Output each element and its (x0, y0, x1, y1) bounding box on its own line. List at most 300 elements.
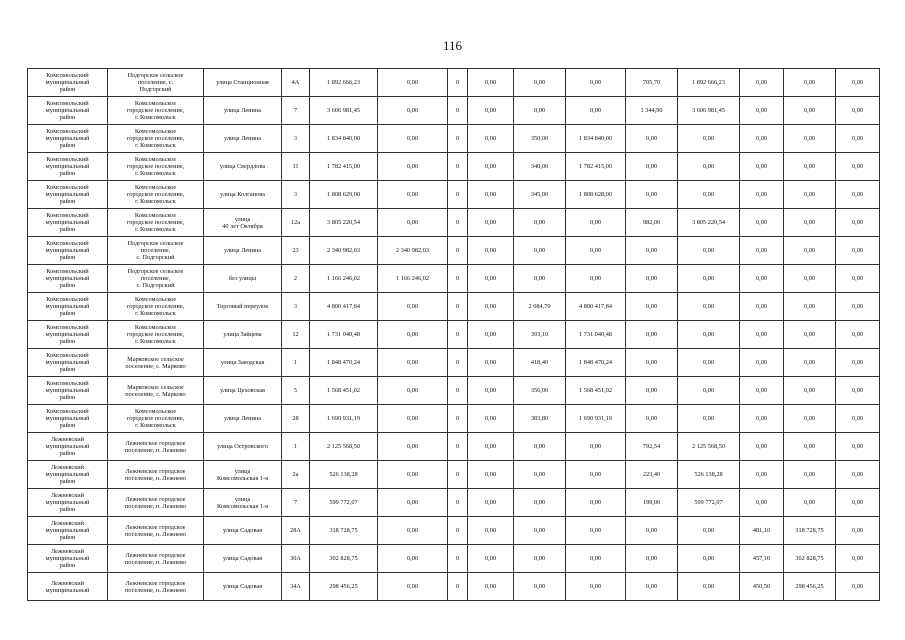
cell-cost-1: 0,00 (566, 573, 626, 601)
cell-settlement: Лежневское городское поселение, п. Лежнево (108, 433, 204, 461)
cell-street: улица Комсомольская 1-я (204, 489, 282, 517)
table-row (28, 461, 880, 489)
cell-fund-2: 0,00 (468, 265, 514, 293)
cell-total-cost: 1 731 040,48 (310, 321, 378, 349)
cell-cost-1: 0,00 (566, 97, 626, 125)
cell-area-2: 0,00 (626, 377, 678, 405)
cell-area-3: 0,00 (740, 181, 784, 209)
cell-total-cost: 1 782 415,00 (310, 153, 378, 181)
cell-other: 0,00 (836, 153, 880, 181)
cell-area-3: 0,00 (740, 489, 784, 517)
cell-other: 0,00 (836, 545, 880, 573)
cell-settlement: Комсомольское городское поселение, г. Комсомольск (108, 405, 204, 433)
table-row (28, 153, 880, 181)
cell-settlement: Комсомольское городское поселение, г. Комсомольск (108, 321, 204, 349)
cell-street: Торговый переулок (204, 293, 282, 321)
cell-fund-1: 0,00 (378, 181, 448, 209)
cell-settlement: Комсомольское городское поселение, г. Комсомольск (108, 153, 204, 181)
cell-settlement: Марковское сельское поселение, с. Марково (108, 349, 204, 377)
cell-cost-3: 318 728,75 (784, 517, 836, 545)
cell-cost-3: 0,00 (784, 237, 836, 265)
cell-other: 0,00 (836, 489, 880, 517)
cell-other: 0,00 (836, 209, 880, 237)
cell-area-3: 0,00 (740, 433, 784, 461)
cell-cost-1: 1 568 451,02 (566, 377, 626, 405)
cell-count: 0 (448, 405, 468, 433)
cell-total-cost: 1 166 246,02 (310, 265, 378, 293)
cell-cost-3: 298 456,25 (784, 573, 836, 601)
cell-district: Лежневский муниципальный район (28, 433, 108, 461)
cell-area-2: 0,00 (626, 181, 678, 209)
cell-fund-2: 0,00 (468, 489, 514, 517)
cell-settlement: Лежневское городское поселение, п. Лежнево (108, 489, 204, 517)
cell-count: 0 (448, 321, 468, 349)
cell-district: Комсомольский муниципальный район (28, 321, 108, 349)
cell-house: 7 (282, 489, 310, 517)
cell-district: Комсомольский муниципальный район (28, 265, 108, 293)
cell-cost-1: 0,00 (566, 69, 626, 97)
cell-other: 0,00 (836, 433, 880, 461)
table-row (28, 321, 880, 349)
cell-area-3: 0,00 (740, 97, 784, 125)
cell-other: 0,00 (836, 265, 880, 293)
cell-other: 0,00 (836, 97, 880, 125)
cell-area-2: 0,00 (626, 405, 678, 433)
cell-cost-1: 1 808 628,00 (566, 181, 626, 209)
cell-area-3: 0,00 (740, 321, 784, 349)
cell-count: 0 (448, 349, 468, 377)
cell-fund-1: 0,00 (378, 433, 448, 461)
cell-cost-3: 0,00 (784, 265, 836, 293)
cell-area-2: 0,00 (626, 545, 678, 573)
cell-settlement: Подгорское сельское поселение, с. Подгорский (108, 265, 204, 293)
cell-house: 11 (282, 153, 310, 181)
cell-area-1: 2 084,70 (514, 293, 566, 321)
cell-area-2: 199,00 (626, 489, 678, 517)
cell-area-2: 0,00 (626, 321, 678, 349)
table-row (28, 265, 880, 293)
cell-count: 0 (448, 461, 468, 489)
cell-street: улица Зайцева (204, 321, 282, 349)
cell-count: 0 (448, 293, 468, 321)
cell-house: 3 (282, 293, 310, 321)
table-row (28, 209, 880, 237)
cell-settlement: Комсомольское городское поселение, г. Комсомольск (108, 97, 204, 125)
cell-other: 0,00 (836, 405, 880, 433)
table-row (28, 405, 880, 433)
table-row (28, 349, 880, 377)
cell-count: 0 (448, 97, 468, 125)
cell-area-1: 383,80 (514, 405, 566, 433)
cell-cost-1: 1 731 040,48 (566, 321, 626, 349)
table-row (28, 125, 880, 153)
cell-area-1: 0,00 (514, 545, 566, 573)
cell-total-cost: 3 606 981,45 (310, 97, 378, 125)
cell-area-3: 457,10 (740, 545, 784, 573)
table-row (28, 377, 880, 405)
cell-cost-2: 0,00 (678, 181, 740, 209)
cell-area-2: 705,70 (626, 69, 678, 97)
cell-street: улица Ленина (204, 405, 282, 433)
cell-area-3: 0,00 (740, 461, 784, 489)
cell-street: улица Ленина (204, 237, 282, 265)
cell-district: Комсомольский муниципальный район (28, 125, 108, 153)
cell-settlement: Лежневское городское поселение, п. Лежнево (108, 573, 204, 601)
cell-fund-2: 0,00 (468, 209, 514, 237)
cell-settlement: Комсомольское городское поселение, г. Комсомольск (108, 293, 204, 321)
cell-district: Комсомольский муниципальный район (28, 293, 108, 321)
cell-count: 0 (448, 181, 468, 209)
cell-area-3: 0,00 (740, 237, 784, 265)
cell-fund-2: 0,00 (468, 573, 514, 601)
cell-other: 0,00 (836, 237, 880, 265)
table-row (28, 97, 880, 125)
cell-count: 0 (448, 265, 468, 293)
cell-count: 0 (448, 153, 468, 181)
cell-district: Лежневский муниципальный район (28, 461, 108, 489)
cell-house: 2 (282, 265, 310, 293)
cell-street: улица Садовая (204, 573, 282, 601)
cell-cost-3: 302 828,75 (784, 545, 836, 573)
table-body (28, 69, 880, 601)
cell-house: 12 (282, 321, 310, 349)
cell-district: Комсомольский муниципальный район (28, 209, 108, 237)
cell-street: улица Островского (204, 433, 282, 461)
cell-district: Лежневский муниципальный район (28, 545, 108, 573)
cell-cost-3: 0,00 (784, 181, 836, 209)
cell-area-3: 0,00 (740, 209, 784, 237)
cell-cost-3: 0,00 (784, 97, 836, 125)
cell-total-cost: 4 800 417,84 (310, 293, 378, 321)
cell-fund-1: 0,00 (378, 517, 448, 545)
cell-area-2: 0,00 (626, 237, 678, 265)
cell-fund-2: 0,00 (468, 433, 514, 461)
cell-cost-3: 0,00 (784, 489, 836, 517)
cell-district: Комсомольский муниципальный район (28, 377, 108, 405)
cell-total-cost: 1 568 451,02 (310, 377, 378, 405)
cell-cost-1: 0,00 (566, 545, 626, 573)
cell-count: 0 (448, 377, 468, 405)
cell-street: улица Свердлова (204, 153, 282, 181)
cell-area-3: 0,00 (740, 69, 784, 97)
cell-house: 28 (282, 405, 310, 433)
cell-cost-2: 1 892 666,23 (678, 69, 740, 97)
cell-cost-2: 0,00 (678, 517, 740, 545)
cell-cost-1: 4 800 417,84 (566, 293, 626, 321)
cell-cost-3: 0,00 (784, 377, 836, 405)
cell-settlement: Лежневское городское поселение, п. Лежнево (108, 461, 204, 489)
cell-area-3: 0,00 (740, 293, 784, 321)
cell-area-3: 481,10 (740, 517, 784, 545)
cell-cost-1: 0,00 (566, 265, 626, 293)
cell-total-cost: 1 690 931,19 (310, 405, 378, 433)
cell-area-3: 0,00 (740, 265, 784, 293)
cell-district: Лежневский муниципальный район (28, 517, 108, 545)
cell-area-1: 0,00 (514, 237, 566, 265)
cell-area-2: 982,00 (626, 209, 678, 237)
cell-street: улица Станционная (204, 69, 282, 97)
cell-house: 7 (282, 97, 310, 125)
page-number: 116 (442, 38, 463, 53)
cell-district: Комсомольский муниципальный район (28, 69, 108, 97)
cell-cost-2: 0,00 (678, 349, 740, 377)
cell-fund-1: 0,00 (378, 461, 448, 489)
cell-other: 0,00 (836, 573, 880, 601)
cell-other: 0,00 (836, 321, 880, 349)
cell-cost-2: 599 772,07 (678, 489, 740, 517)
cell-area-2: 0,00 (626, 125, 678, 153)
cell-fund-1: 0,00 (378, 321, 448, 349)
cell-fund-2: 0,00 (468, 293, 514, 321)
cell-area-1: 340,00 (514, 153, 566, 181)
cell-cost-1: 0,00 (566, 489, 626, 517)
cell-area-2: 1 344,90 (626, 97, 678, 125)
cell-house: 12а (282, 209, 310, 237)
cell-fund-1: 0,00 (378, 573, 448, 601)
cell-area-2: 0,00 (626, 265, 678, 293)
cell-district: Комсомольский муниципальный район (28, 97, 108, 125)
cell-fund-1: 0,00 (378, 125, 448, 153)
cell-area-1: 418,40 (514, 349, 566, 377)
cell-other: 0,00 (836, 69, 880, 97)
cell-settlement: Подгорское сельское поселение, с. Подгорский (108, 69, 204, 97)
cell-fund-1: 0,00 (378, 349, 448, 377)
cell-total-cost: 2 340 982,03 (310, 237, 378, 265)
cell-fund-2: 0,00 (468, 461, 514, 489)
cell-area-1: 0,00 (514, 489, 566, 517)
cell-cost-3: 0,00 (784, 69, 836, 97)
cell-cost-2: 0,00 (678, 545, 740, 573)
cell-area-3: 450,50 (740, 573, 784, 601)
cell-fund-1: 0,00 (378, 69, 448, 97)
cell-total-cost: 318 728,75 (310, 517, 378, 545)
cell-total-cost: 1 848 470,24 (310, 349, 378, 377)
cell-count: 0 (448, 489, 468, 517)
cell-area-2: 0,00 (626, 349, 678, 377)
table-row (28, 489, 880, 517)
cell-house: 3 (282, 125, 310, 153)
cell-fund-2: 0,00 (468, 153, 514, 181)
cell-other: 0,00 (836, 349, 880, 377)
cell-district: Комсомольский муниципальный район (28, 405, 108, 433)
cell-area-1: 350,00 (514, 125, 566, 153)
cell-area-1: 0,00 (514, 517, 566, 545)
cell-area-1: 0,00 (514, 461, 566, 489)
cell-other: 0,00 (836, 181, 880, 209)
cell-street: улица Садовая (204, 517, 282, 545)
cell-area-2: 0,00 (626, 573, 678, 601)
cell-area-3: 0,00 (740, 153, 784, 181)
cell-fund-2: 0,00 (468, 517, 514, 545)
cell-total-cost: 1 834 840,00 (310, 125, 378, 153)
cell-total-cost: 298 456,25 (310, 573, 378, 601)
cell-fund-1: 0,00 (378, 153, 448, 181)
cell-cost-3: 0,00 (784, 125, 836, 153)
cell-area-1: 0,00 (514, 97, 566, 125)
cell-count: 0 (448, 573, 468, 601)
cell-area-1: 393,10 (514, 321, 566, 349)
cell-house: 1 (282, 349, 310, 377)
cell-house: 3 (282, 181, 310, 209)
cell-area-2: 792,54 (626, 433, 678, 461)
cell-cost-1: 0,00 (566, 209, 626, 237)
cell-area-1: 356,00 (514, 377, 566, 405)
cell-area-2: 223,40 (626, 461, 678, 489)
cell-fund-1: 0,00 (378, 405, 448, 433)
cell-fund-1: 0,00 (378, 97, 448, 125)
cell-cost-2: 0,00 (678, 125, 740, 153)
register-table (27, 68, 880, 601)
cell-area-2: 0,00 (626, 293, 678, 321)
cell-cost-3: 0,00 (784, 433, 836, 461)
cell-cost-3: 0,00 (784, 209, 836, 237)
table-row (28, 69, 880, 97)
table-row (28, 573, 880, 601)
cell-street: улица Цеховская (204, 377, 282, 405)
cell-house: 34А (282, 573, 310, 601)
cell-total-cost: 2 125 568,50 (310, 433, 378, 461)
cell-settlement: Комсомольское городское поселение, г. Комсомольск (108, 181, 204, 209)
cell-count: 0 (448, 545, 468, 573)
cell-cost-2: 0,00 (678, 573, 740, 601)
cell-house: 2а (282, 461, 310, 489)
cell-count: 0 (448, 125, 468, 153)
cell-fund-2: 0,00 (468, 321, 514, 349)
cell-house: 28А (282, 517, 310, 545)
cell-fund-2: 0,00 (468, 125, 514, 153)
cell-cost-2: 3 805 220,54 (678, 209, 740, 237)
cell-fund-2: 0,00 (468, 237, 514, 265)
cell-street: улица Заводская (204, 349, 282, 377)
cell-area-2: 0,00 (626, 517, 678, 545)
cell-total-cost: 1 808 629,00 (310, 181, 378, 209)
cell-count: 0 (448, 517, 468, 545)
cell-house: 30А (282, 545, 310, 573)
cell-house: 4А (282, 69, 310, 97)
cell-other: 0,00 (836, 461, 880, 489)
cell-count: 0 (448, 69, 468, 97)
cell-total-cost: 3 805 220,54 (310, 209, 378, 237)
cell-district: Лежневский муниципальный (28, 573, 108, 601)
cell-cost-1: 1 834 840,00 (566, 125, 626, 153)
cell-fund-2: 0,00 (468, 349, 514, 377)
cell-street: улица 40 лет Октября (204, 209, 282, 237)
cell-area-3: 0,00 (740, 125, 784, 153)
cell-area-1: 0,00 (514, 433, 566, 461)
cell-total-cost: 1 892 666,23 (310, 69, 378, 97)
cell-settlement: Лежневское городское поселение, п. Лежнево (108, 517, 204, 545)
cell-other: 0,00 (836, 125, 880, 153)
cell-district: Комсомольский муниципальный район (28, 153, 108, 181)
cell-district: Комсомольский муниципальный район (28, 181, 108, 209)
cell-cost-1: 0,00 (566, 461, 626, 489)
cell-cost-2: 0,00 (678, 321, 740, 349)
cell-house: 23 (282, 237, 310, 265)
cell-fund-1: 2 340 982,03 (378, 237, 448, 265)
cell-cost-3: 0,00 (784, 153, 836, 181)
cell-cost-2: 0,00 (678, 377, 740, 405)
table-row (28, 517, 880, 545)
cell-area-1: 0,00 (514, 573, 566, 601)
cell-street: улица Колганова (204, 181, 282, 209)
table-row (28, 293, 880, 321)
cell-settlement: Комсомольское городское поселение, г. Комсомольск (108, 125, 204, 153)
cell-cost-3: 0,00 (784, 461, 836, 489)
cell-area-1: 345,00 (514, 181, 566, 209)
cell-cost-2: 0,00 (678, 265, 740, 293)
cell-fund-1: 0,00 (378, 377, 448, 405)
cell-cost-2: 526 138,28 (678, 461, 740, 489)
cell-area-1: 0,00 (514, 69, 566, 97)
cell-area-2: 0,00 (626, 153, 678, 181)
cell-street: улица Ленина (204, 97, 282, 125)
cell-house: 1 (282, 433, 310, 461)
cell-total-cost: 526 138,28 (310, 461, 378, 489)
cell-other: 0,00 (836, 293, 880, 321)
cell-other: 0,00 (836, 517, 880, 545)
cell-count: 0 (448, 433, 468, 461)
cell-house: 5 (282, 377, 310, 405)
cell-settlement: Комсомольское городское поселение, г. Комсомольск (108, 209, 204, 237)
cell-fund-1: 0,00 (378, 545, 448, 573)
cell-fund-1: 0,00 (378, 209, 448, 237)
cell-area-3: 0,00 (740, 405, 784, 433)
cell-area-3: 0,00 (740, 349, 784, 377)
cell-count: 0 (448, 209, 468, 237)
cell-fund-2: 0,00 (468, 405, 514, 433)
cell-fund-2: 0,00 (468, 69, 514, 97)
cell-fund-2: 0,00 (468, 377, 514, 405)
cell-cost-1: 1 848 470,24 (566, 349, 626, 377)
cell-cost-3: 0,00 (784, 405, 836, 433)
cell-fund-1: 0,00 (378, 489, 448, 517)
cell-fund-2: 0,00 (468, 97, 514, 125)
table-row (28, 181, 880, 209)
cell-settlement: Подгорское сельское поселение, с. Подгорский (108, 237, 204, 265)
cell-cost-2: 3 606 981,45 (678, 97, 740, 125)
cell-cost-1: 0,00 (566, 433, 626, 461)
cell-cost-3: 0,00 (784, 293, 836, 321)
cell-count: 0 (448, 237, 468, 265)
cell-total-cost: 302 828,75 (310, 545, 378, 573)
cell-district: Лежневский муниципальный район (28, 489, 108, 517)
cell-cost-3: 0,00 (784, 321, 836, 349)
cell-area-3: 0,00 (740, 377, 784, 405)
table-row (28, 545, 880, 573)
cell-fund-2: 0,00 (468, 545, 514, 573)
cell-street: улица Садовая (204, 545, 282, 573)
cell-total-cost: 599 772,07 (310, 489, 378, 517)
cell-fund-1: 0,00 (378, 293, 448, 321)
cell-cost-2: 0,00 (678, 405, 740, 433)
cell-area-1: 0,00 (514, 209, 566, 237)
cell-cost-2: 0,00 (678, 293, 740, 321)
cell-cost-1: 0,00 (566, 237, 626, 265)
cell-cost-1: 0,00 (566, 517, 626, 545)
cell-cost-3: 0,00 (784, 349, 836, 377)
cell-district: Комсомольский муниципальный район (28, 237, 108, 265)
cell-street: без улицы (204, 265, 282, 293)
table-row (28, 433, 880, 461)
cell-street: улица Комсомольская 1-я (204, 461, 282, 489)
cell-area-1: 0,00 (514, 265, 566, 293)
cell-cost-1: 1 782 415,00 (566, 153, 626, 181)
cell-cost-2: 0,00 (678, 153, 740, 181)
cell-cost-1: 1 690 931,19 (566, 405, 626, 433)
cell-street: улица Ленина (204, 125, 282, 153)
table-row (28, 237, 880, 265)
cell-district: Комсомольский муниципальный район (28, 349, 108, 377)
